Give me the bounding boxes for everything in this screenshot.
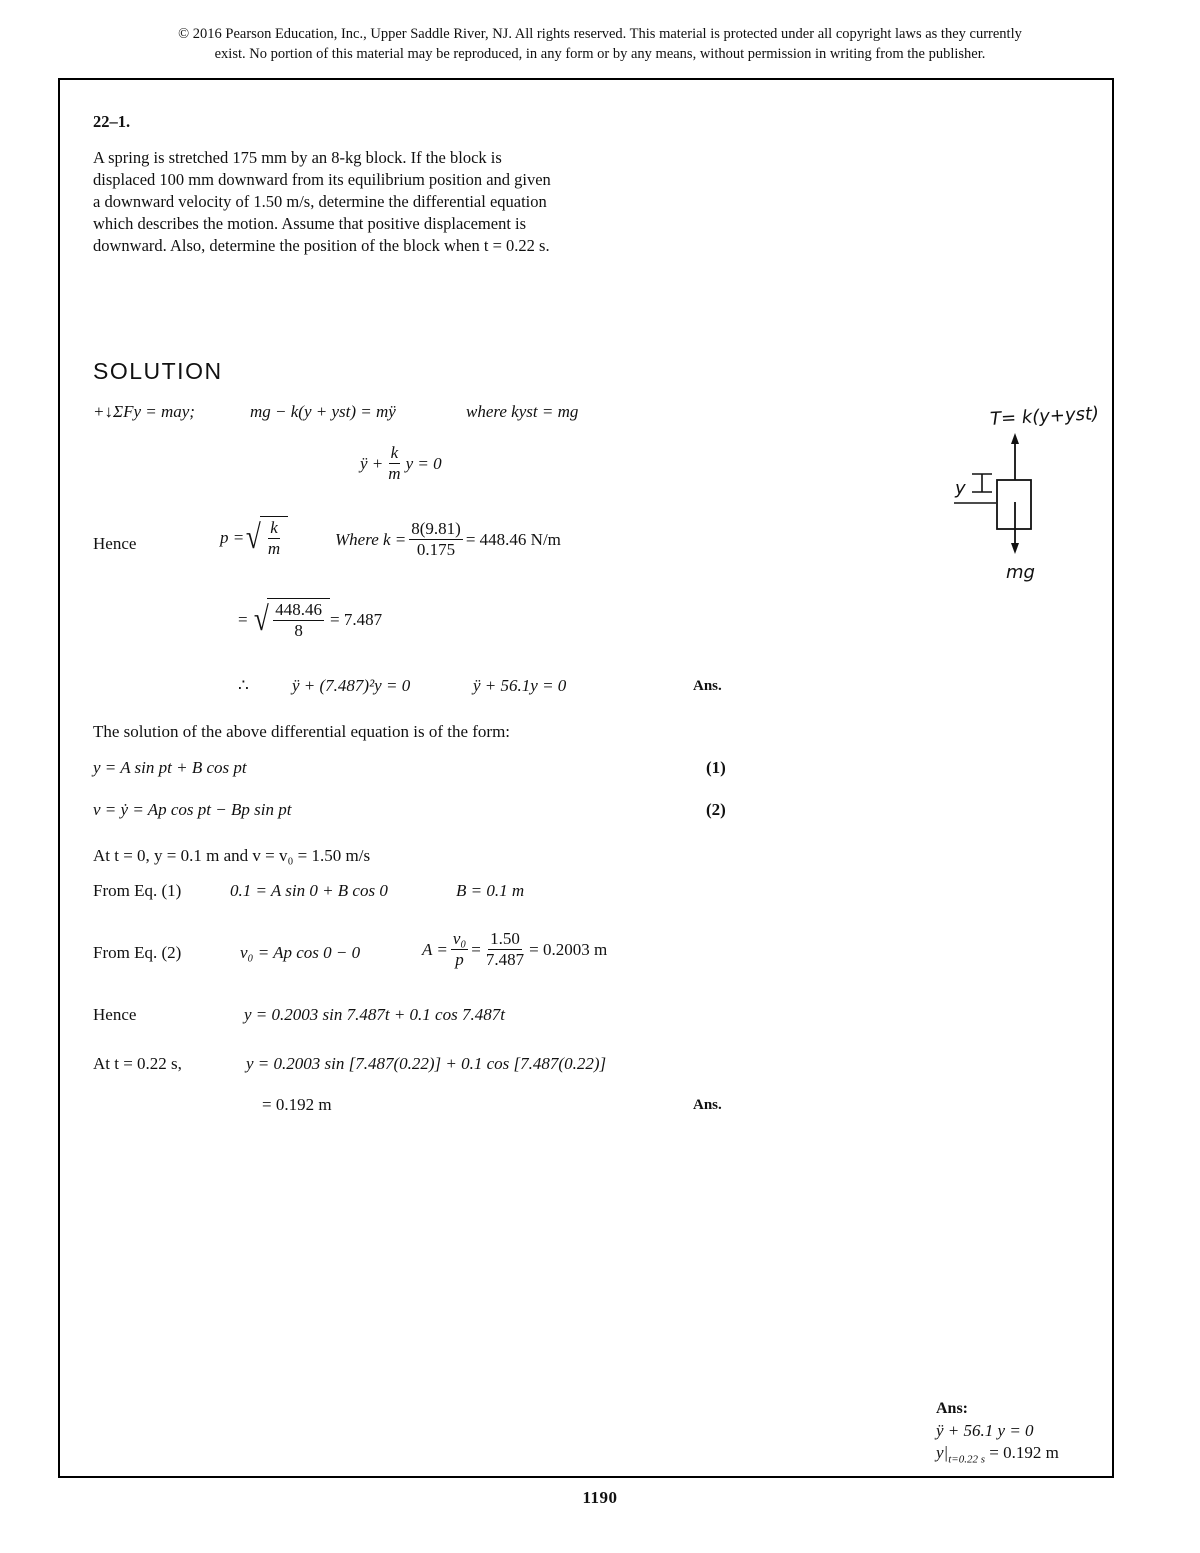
frac-numerator: 8(9.81) [411,519,461,538]
frac-numerator: k [390,443,399,462]
weight-label: mg [1006,562,1035,583]
problem-number: 22–1. [93,112,131,131]
differential-equation-general [360,443,442,484]
block [997,480,1031,529]
answer-box-title: Ans: [936,1400,969,1417]
equation-number-1: (1) [706,758,726,777]
page-number: 1190 [582,1488,618,1507]
copyright-line-2: exist. No portion of this material may be reproduced, in any form or by any means, without permission in writing from the publisher. [214,46,986,62]
v0-over-p [451,929,468,970]
position-result: = 0.192 m [262,1095,332,1114]
y-label: y [955,478,966,499]
sum-forces: +↓ΣFy = may; [93,402,195,421]
therefore-symbol: ∴ [238,676,249,695]
newton-equation: mg − k(y + yst) = mÿ [250,402,396,421]
frac-denominator: p [455,950,464,969]
equals-sign: = [238,610,248,630]
p-equals: p = [220,528,245,548]
equals-sign: = [471,939,481,959]
k-over-m-fraction [386,443,402,484]
frac-numerator: 1.50 [490,929,520,948]
answer-value: = 0.192 m [989,1443,1059,1462]
b-result: B = 0.1 m [456,881,525,900]
frac-denominator: 7.487 [485,950,525,969]
answer-marker-2: Ans. [693,1097,722,1113]
answer-subscript: t=0.22 s [948,1453,985,1466]
tension-arrowhead [1011,433,1019,444]
a-result: = 0.2003 m [529,939,608,959]
frac-denominator: 0.175 [416,540,456,559]
from-eq-2: v₀ = Ap cos 0 − 0 [240,943,361,962]
radical-sign: √ [246,519,262,556]
frac-numerator: k [270,518,278,537]
velocity-solution: v = ẏ = Ap cos pt − Bp sin pt [93,800,292,819]
square-root [252,598,330,642]
from-eq-1: 0.1 = A sin 0 + B cos 0 [230,881,388,900]
frac-denominator: m [388,464,401,483]
equation-number-2: (2) [706,800,726,819]
where-k: Where k = [335,529,407,549]
stiffness-fraction [409,519,463,560]
radical-sign: √ [253,601,269,638]
de-left: ÿ + [360,453,384,473]
copyright-line-1: © 2016 Pearson Education, Inc., Upper Saddle River, NJ. All rights reserved. This material is protected under all copyright laws as they currently [178,26,1022,42]
frac-denominator: 8 [294,621,303,640]
natural-frequency-definition [220,516,288,560]
de-right: y = 0 [405,453,442,473]
answer-marker-1: Ans. [693,678,722,694]
de-substituted: ÿ + (7.487)²y = 0 [292,676,411,695]
square-root [244,516,288,560]
position-substituted: y = 0.2003 sin [7.487(0.22)] + 0.1 cos [7.487(0.22)] [246,1054,607,1073]
from-eq-1-label: From Eq. (1) [93,881,182,900]
at-time-label: At t = 0.22 s, [93,1054,182,1073]
de-final: ÿ + 56.1y = 0 [473,676,567,695]
answer-y: y| [936,1443,949,1462]
copyright-notice [0,24,1200,64]
solution-form-text: The solution of the above differential equation is of the form: [93,722,511,741]
initial-conditions: At t = 0, y = 0.1 m and v = v₀ = 1.50 m/s [93,846,371,865]
solution-title: SOLUTION [93,358,223,384]
frac-denominator: m [267,539,281,558]
spring-stiffness-calc [335,519,561,560]
frac-numerator: v₀ [452,929,467,948]
equilibrium-condition: where kyst = mg [466,402,579,421]
displacement-solution: y = A sin pt + B cos pt [93,758,247,777]
answer-line-1: ÿ + 56.1 y = 0 [936,1421,1034,1440]
hence-label-2: Hence [93,1005,137,1024]
sqrt-fraction [273,600,324,641]
stiffness-result: = 448.46 N/m [465,529,561,549]
position-equation: y = 0.2003 sin 7.487t + 0.1 cos 7.487t [244,1005,505,1024]
from-eq-2-label: From Eq. (2) [93,943,182,962]
problem-statement: A spring is stretched 175 mm by an 8-kg block. If the block is displaced 100 mm downward from its equilibrium position and given a downward velocity of 1.50 m/s, determine the differential equation which describes the motion. Assume that positive displacement is downward. Also, determine the position of the block when t = 0.22 s. [93,148,551,255]
k-over-m-fraction-2 [266,518,282,559]
hence-label: Hence [93,534,137,553]
a-equals: A = [422,939,448,959]
p-result: = 7.487 [330,610,383,630]
answer-line-2 [936,1442,1059,1471]
numeric-fraction [484,929,526,970]
natural-frequency-value [238,598,382,642]
weight-arrowhead [1011,543,1019,554]
a-calculation [422,929,607,970]
frac-numerator: 448.46 [275,600,323,619]
tension-label: T= k(y+yst) [989,403,1100,430]
